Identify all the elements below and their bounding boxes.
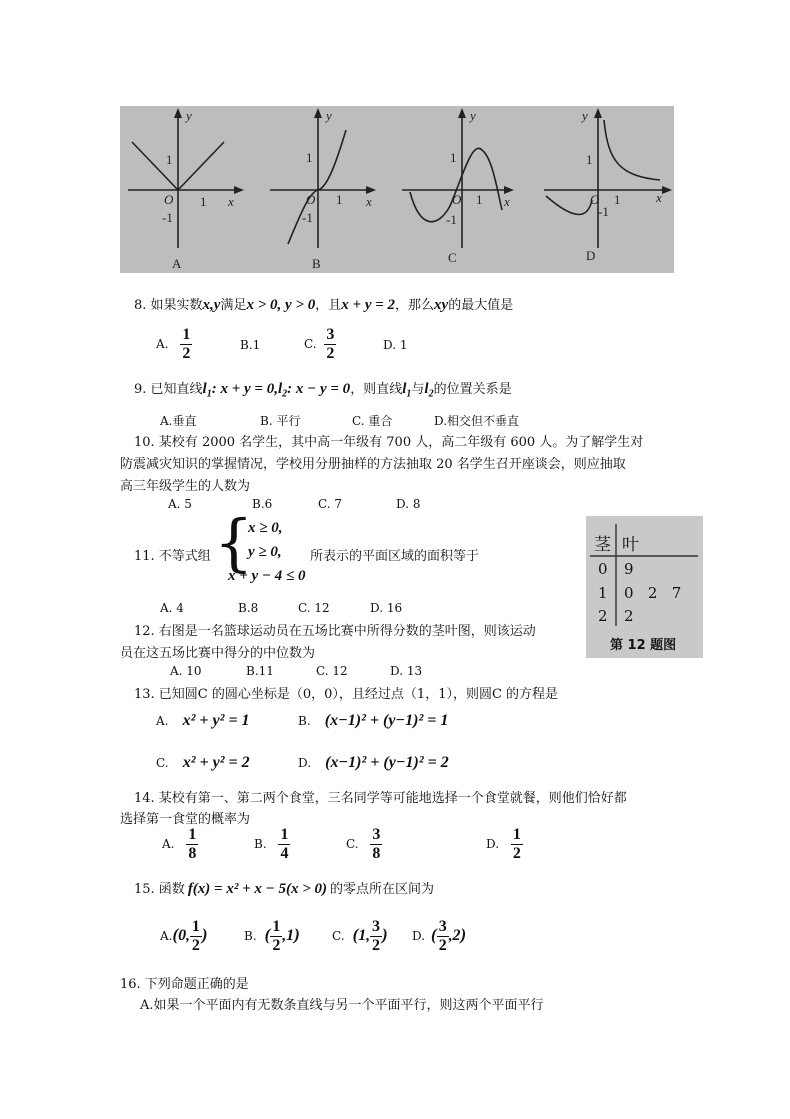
q16-text: 16. 下列命题正确的是 (120, 977, 249, 992)
q8-vars: x,y (202, 297, 221, 313)
q8-condition: x > 0, y > 0 (246, 297, 316, 313)
q15-d-den: 2 (438, 937, 447, 954)
stem-leaf-figure (586, 516, 703, 658)
graph-b-tick-neg1: -1 (302, 210, 313, 225)
q14-b-den: 4 (280, 845, 289, 862)
q10-option-c[interactable]: C. 7 (318, 497, 343, 511)
graph-c-x-label: x (504, 194, 510, 209)
q15-c-low: 1 (358, 927, 367, 944)
q11-ineq-1: x ≥ 0, (248, 520, 283, 536)
q9-option-d[interactable]: D.相交但不垂直 (434, 414, 520, 428)
q15-c-label: C. (332, 929, 345, 943)
q12-option-c[interactable]: C. 12 (316, 664, 348, 678)
q15-b-den: 2 (272, 937, 281, 954)
q14-d-num: 1 (512, 826, 521, 843)
q14-d-den: 2 (512, 845, 521, 862)
graph-b-y-label: y (326, 108, 332, 123)
q8-option-c[interactable] (304, 326, 336, 363)
q8-a-den: 2 (182, 345, 191, 362)
q13-option-c[interactable] (156, 754, 250, 772)
q13-option-d[interactable] (298, 754, 449, 772)
graph-c-y-label: y (470, 108, 476, 123)
graphs-svg (120, 106, 674, 273)
graph-b-origin: O (306, 192, 316, 207)
q9-l2-ref: l (424, 381, 429, 397)
graph-c-origin: O (452, 192, 462, 207)
q13-option-a[interactable] (156, 712, 250, 730)
q15-a-fraction (190, 918, 202, 955)
function-graphs-figure (120, 106, 674, 273)
graph-b-tick-1: 1 (306, 150, 313, 165)
graph-a-tick-1: 1 (166, 152, 173, 167)
q14-b-fraction (278, 826, 290, 863)
q8-c-fraction (324, 326, 336, 363)
graph-a-x-label: x (228, 194, 234, 209)
q15-option-d[interactable]: D. ( $\frac{3}{2}$ ,2) (412, 918, 467, 954)
question-8 (134, 294, 513, 314)
stem-row-1-leaves: 0 2 7 (624, 584, 682, 602)
q15-a-label: A. (160, 929, 173, 943)
q14-a-fraction (186, 826, 198, 863)
q11-option-c[interactable]: C. 12 (298, 601, 330, 615)
q12-option-b[interactable]: B.11 (246, 664, 274, 678)
q11-prefix: 11. 不等式组 (134, 549, 211, 564)
q15-d-label: D. (412, 929, 426, 943)
q14-option-b[interactable] (254, 826, 290, 863)
q9-option-a[interactable]: A.垂直 (160, 414, 197, 428)
q15-a-num: 1 (191, 918, 200, 935)
q14-option-c[interactable] (346, 826, 382, 863)
q15-d-fraction (437, 918, 449, 955)
q15-a-den: 2 (191, 937, 200, 954)
q9-and: 与 (411, 382, 425, 397)
q9-l2-sub: 2 (282, 388, 288, 400)
q9-l1-ref: l (402, 381, 407, 397)
q9-mid: ，则直线 (350, 382, 403, 397)
q13-a-label: A. (156, 714, 169, 728)
question-9 (134, 378, 512, 400)
graph-c-tick-x1: 1 (476, 192, 483, 207)
q11-ineq-2: y ≥ 0, (248, 544, 282, 560)
q15-b-high: 1 (286, 927, 295, 944)
q11-brace: { (214, 506, 254, 579)
stem-row-0-stem: 0 (598, 560, 608, 578)
q10-line-1: 10. 某校有 2000 名学生，其中高一年级有 700 人，高二年级有 600 人。为了解学生对 (134, 435, 644, 450)
graph-d-tick-1: 1 (586, 152, 593, 167)
q15-c-num: 3 (372, 918, 380, 935)
q12-option-a[interactable]: A. 10 (170, 664, 202, 678)
stem-row-0-leaves: 9 (624, 560, 634, 578)
q10-line-3: 高三年级学生的人数为 (120, 479, 251, 494)
q9-l1-sub: 1 (206, 388, 212, 400)
q14-option-d[interactable] (486, 826, 523, 863)
stem-header: 茎 (594, 535, 611, 555)
graph-a-tick-x1: 1 (200, 194, 207, 209)
q12-line-2: 员在这五场比赛中得分的中位数为 (120, 646, 316, 661)
q14-d-label: D. (486, 837, 500, 851)
q8-option-b[interactable]: B.1 (240, 338, 261, 352)
q8-option-a[interactable] (156, 326, 192, 363)
q8-mid1: 满足 (220, 298, 247, 313)
q13-c-equation: x² + y² = 2 (182, 754, 250, 771)
q8-equation: x + y = 2 (341, 297, 396, 313)
q12-line-1: 12. 右图是一名篮球运动员在五场比赛中所得分数的茎叶图，则该运动 (134, 624, 536, 639)
q16-option-a[interactable]: A.如果一个平面内有无数条直线与另一个平面平行，则这两个平面平行 (140, 998, 544, 1013)
q13-text: 13. 已知圆C 的圆心坐标是（0，0），且经过点（1，1），则圆C 的方程是 (134, 687, 559, 702)
q10-option-a[interactable]: A. 5 (168, 497, 192, 511)
q13-b-equation: (x−1)² + (y−1)² = 1 (324, 712, 449, 729)
q14-b-label: B. (254, 837, 267, 851)
q13-b-label: B. (298, 714, 311, 728)
q15-end: 的零点所在区间为 (330, 882, 435, 897)
q11-ineq-3: x + y − 4 ≤ 0 (228, 568, 306, 584)
q15-b-label: B. (244, 929, 257, 943)
leaf-header: 叶 (622, 535, 639, 555)
graph-a-y-label: y (186, 108, 192, 123)
graph-label-c: C (448, 250, 457, 265)
q13-c-label: C. (156, 756, 169, 770)
graph-d-tick-neg1: -1 (598, 204, 609, 219)
q15-function: f(x) = x² + x − 5(x > 0) (187, 881, 328, 897)
q11-option-a[interactable]: A. 4 (160, 601, 184, 615)
q14-b-num: 1 (280, 826, 289, 843)
stem-row-2-stem: 2 (598, 607, 608, 625)
q9-prefix: 9. 已知直线 (134, 382, 203, 397)
q10-option-d[interactable]: D. 8 (396, 497, 421, 511)
graph-label-a: A (172, 256, 182, 271)
q9-l2: l (277, 381, 283, 397)
q14-c-fraction (370, 826, 382, 863)
q15-c-fraction (370, 918, 382, 955)
q8-c-label: C. (304, 337, 317, 351)
q9-l2-ref-sub: 2 (428, 388, 434, 400)
graph-a-tick-neg1: -1 (162, 210, 173, 225)
graph-d-y-label: y (582, 108, 588, 123)
q15-a-low: 0 (178, 927, 187, 944)
q8-mid2: ，且 (315, 298, 342, 313)
q8-c-den: 2 (326, 345, 335, 362)
q14-option-a[interactable] (162, 826, 198, 863)
q15-d-high: 2 (452, 927, 461, 944)
graph-d-tick-x1: 1 (614, 192, 621, 207)
q9-eq2: : x − y = 0 (287, 381, 351, 397)
question-15 (134, 878, 434, 898)
graph-d-origin: O (590, 192, 600, 207)
stem-row-1-stem: 1 (598, 584, 608, 602)
stem-row-2-leaves: 2 (624, 607, 634, 625)
q8-a-fraction (180, 326, 192, 363)
q15-c-den: 2 (372, 937, 380, 954)
graph-label-b: B (312, 256, 321, 271)
q15-d-num: 3 (438, 918, 447, 935)
q15-b-fraction (270, 918, 282, 955)
graph-d-x-label: x (656, 190, 662, 205)
q8-xy: xy (434, 297, 449, 313)
stem-leaf-caption: 第 12 题图 (610, 638, 677, 653)
graph-c-tick-neg1: -1 (446, 212, 457, 227)
q13-a-equation: x² + y² = 1 (182, 712, 250, 729)
q10-line-2: 防震减灾知识的掌握情况，学校用分册抽样的方法抽取 20 名学生召开座谈会，则应抽取 (120, 457, 626, 472)
q15-option-c[interactable]: C. (1, $\frac{3}{2}$ ) (332, 918, 388, 954)
q14-c-label: C. (346, 837, 359, 851)
q9-end: 的位置关系是 (433, 382, 512, 397)
graph-b-x-label: x (366, 194, 372, 209)
graph-label-d: D (586, 248, 596, 263)
q14-a-label: A. (162, 837, 175, 851)
q8-option-d[interactable]: D. 1 (383, 338, 408, 352)
q14-c-den: 8 (372, 845, 381, 862)
q8-mid3: ，那么 (395, 298, 435, 313)
q14-a-den: 8 (188, 845, 197, 862)
q15-prefix: 15. 函数 (134, 882, 185, 897)
q8-prefix: 8. 如果实数 (134, 298, 203, 313)
q8-end: 的最大值是 (448, 298, 514, 313)
q14-a-num: 1 (188, 826, 197, 843)
q15-option-b[interactable]: B. ( $\frac{1}{2}$ ,1) (244, 918, 300, 954)
q9-l1: l (202, 381, 207, 397)
graph-b-tick-x1: 1 (336, 192, 343, 207)
q9-l1-ref-sub: 1 (406, 388, 412, 400)
q14-line-1: 14. 某校有第一、第二两个食堂，三名同学等可能地选择一个食堂就餐，则他们恰好都 (134, 791, 627, 806)
q9-eq1: : x + y = 0, (211, 381, 278, 397)
graph-c-tick-1: 1 (450, 150, 457, 165)
q9-option-b[interactable]: B. 平行 (260, 414, 301, 428)
q10-option-b[interactable]: B.6 (252, 497, 273, 511)
q11-end: 所表示的平面区域的面积等于 (310, 549, 480, 564)
q9-option-c[interactable]: C. 重合 (352, 414, 393, 428)
graph-a-origin: O (164, 192, 174, 207)
q12-option-d[interactable]: D. 13 (390, 664, 423, 678)
q8-a-label: A. (156, 337, 169, 351)
q14-d-fraction (511, 826, 523, 863)
q8-c-num: 3 (326, 326, 335, 343)
q14-c-num: 3 (372, 826, 381, 843)
q13-d-label: D. (298, 756, 312, 770)
q14-line-2: 选择第一食堂的概率为 (120, 812, 251, 827)
q13-option-b[interactable] (298, 712, 448, 730)
q15-option-a[interactable]: A.(0, $\frac{1}{2}$ ) (160, 918, 208, 954)
q8-a-num: 1 (182, 326, 191, 343)
q11-option-d[interactable]: D. 16 (370, 601, 403, 615)
q13-d-equation: (x−1)² + (y−1)² = 2 (325, 754, 449, 771)
q15-b-num: 1 (272, 918, 281, 935)
q11-option-b[interactable]: B.8 (238, 601, 259, 615)
